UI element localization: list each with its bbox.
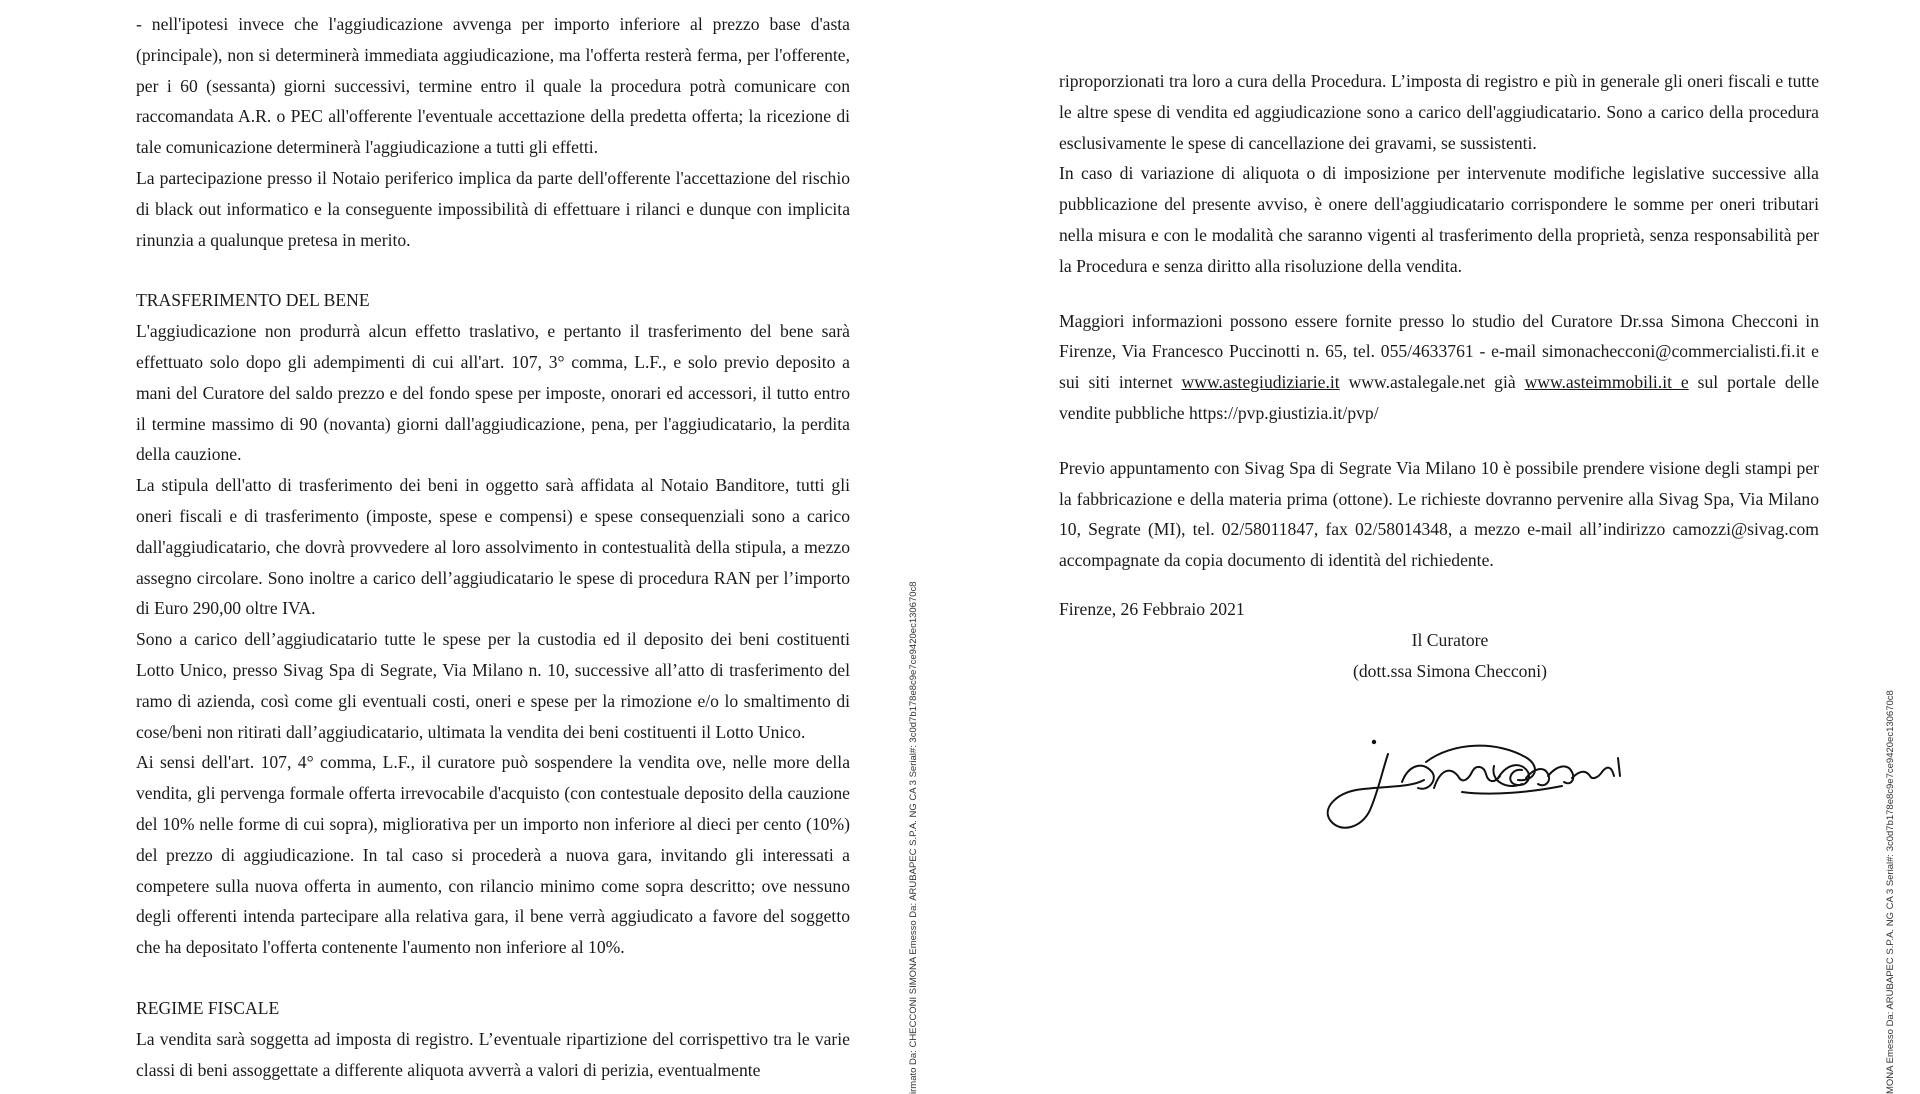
paragraph-tax-charges: riproporzionati tra loro a cura della Procedura. L’imposta di registro e più in generale gli oneri fiscali e tutte le altre spese di vendita ed aggiudicazione sono a carico dell'aggiudicatario. Sono a carico della procedura esclusivamente le spese di cancellazione dei gravami, se sussistenti. <box>1059 71 1819 153</box>
link-asteimmobili[interactable]: www.asteimmobili.it e <box>1524 372 1689 393</box>
date-line: Firenze, 26 Febbraio 2021 <box>1059 598 1245 619</box>
paragraph-registration-tax: La vendita sarà soggetta ad imposta di registro. L’eventuale ripartizione del corrispettivo tra le varie classi di beni assoggettate a differente aliquota avverrà a valori di perizia, eventualmente <box>136 1028 850 1080</box>
right-column <box>1059 66 1819 686</box>
left-column <box>136 9 850 1085</box>
heading-transfer: TRASFERIMENTO DEL BENE <box>136 290 370 311</box>
digital-signature-stamp-right: MONA Emesso Da: ARUBAPEC S.P.A. NG CA 3 Serial#: 3c0d7b178e8c9e7ce9420ec130670c8 <box>1885 690 1896 1094</box>
paragraph-more-info <box>1059 306 1819 429</box>
link-astegiudiziarie[interactable]: www.astegiudiziarie.it <box>1181 372 1340 393</box>
paragraph-notary-deed: La stipula dell'atto di trasferimento dei beni in oggetto sarà affidata al Notaio Banditore, tutti gli oneri fiscali e di trasferimento (imposte, spese e compensi) e spese consequenziali sono a carico dall'aggiudicatario, che dovrà provvedere al loro assolvimento in contestualità della stipula, a mezzo assegno circolare. Sono inoltre a carico dell’aggiudicatario le spese di procedura RAN per l’importo di Euro 290,00 oltre IVA. <box>136 475 850 619</box>
portal-url: https://pvp.giustizia.it/pvp/ <box>1188 402 1379 423</box>
digital-signature-stamp-left: irmato Da: CHECCONI SIMONA Emesso Da: ARUBAPEC S.P.A. NG CA 3 Serial#: 3c0d7b178e8c9e7ce9420ec130670c8 <box>908 581 919 1094</box>
paragraph-transfer-effects: L'aggiudicazione non produrrà alcun effetto traslativo, e pertanto il trasferimento del bene sarà effettuato solo dopo gli adempimenti di cui all'art. 107, 3° comma, L.F., e solo previo deposito a mani del Curatore del saldo prezzo e del fondo spese per imposte, onorari ed accessori, il tutto entro il termine massimo di 90 (novanta) giorni dall'aggiudicazione, pena, per l'aggiudicatario, la perdita della cauzione. <box>136 321 850 465</box>
paragraph-rate-variation: In caso di variazione di aliquota o di imposizione per intervenute modifiche legislative successive alla pubblicazione del presente avviso, è onere dell'aggiudicatario corrispondere le somme per oneri tributari nella misura e con le modalità che saranno vigenti al trasferimento della proprietà, senza responsabilità per la Procedura e senza diritto alla risoluzione della vendita. <box>1059 163 1819 276</box>
paragraph-visit-molds: Previo appuntamento con Sivag Spa di Segrate Via Milano 10 è possibile prendere visione degli stampi per la fabbricazione e della materia prima (ottone). Le richieste dovranno pervenire alla Sivag Spa, Via Milano 10, Segrate (MI), tel. 02/58011847, fax 02/58014348, a mezzo e-mail all’indirizzo camozzi@sivag.com accompagnate da copia documento di identità del richiedente. <box>1059 457 1819 571</box>
paragraph-offer-below-base: - nell'ipotesi invece che l'aggiudicazione avvenga per importo inferiore al prezzo base d'asta (principale), non si determinerà immediata aggiudicazione, ma l'offerta resterà ferma, per l'offerente, per i 60 (sessanta) giorni successivi, termine entro il quale la procedura potrà comunicare con raccomandata A.R. o PEC all'offerente l'eventuale accettazione della predetta offerta; la ricezione di tale comunicazione determinerà l'aggiudicazione a tutti gli effetti. <box>136 14 850 158</box>
signer-role: Il Curatore <box>1411 629 1489 650</box>
paragraph-custody-costs: Sono a carico dell’aggiudicatario tutte le spese per la custodia ed il deposito dei beni costituenti Lotto Unico, presso Sivag Spa di Segrate, Via Milano n. 10, successive all’atto di trasferimento del ramo di azienda, così come gli eventuali costi, oneri e spese per la rimozione e/o lo smaltimento di cose/beni non ritirati dall’aggiudicatario, ultimata la vendita dei beni costituenti il Lotto Unico. <box>136 629 850 742</box>
site-astalegale: www.astalegale.net <box>1348 372 1486 393</box>
paragraph-suspension: Ai sensi dell'art. 107, 4° comma, L.F., il curatore può sospendere la vendita ove, nelle more della vendita, gli pervenga formale offerta irrevocabile d'acquisto (con contestuale deposito della cauzione del 10% nelle forme di cui sopra), migliorativa per un importo non inferiore al dieci per cento (10%) del prezzo di aggiudicazione. In tal caso si procederà a nuova gara, invitando gli interessati a competere sulla nuova offerta in aumento, con rilancio minimo come sopra descritto; ove nessuno degli offerenti intenda partecipare alla relativa gara, il bene verrà aggiudicato a favore del soggetto che ha depositato l'offerta contenente l'aumento non inferiore al 10%. <box>136 752 850 958</box>
portal-text: sul portale delle vendite pubbliche <box>1059 372 1820 423</box>
heading-tax-regime: REGIME FISCALE <box>136 997 280 1018</box>
paragraph-blackout-risk: La partecipazione presso il Notaio periferico implica da parte dell'offerente l'accettazione del rischio di black out informatico e la conseguente impossibilità di effettuare i rilanci e dunque con implicita rinunzia a qualunque pretesa in merito. <box>136 167 850 250</box>
gia-text: già <box>1494 372 1516 393</box>
handwritten-signature <box>1322 732 1652 842</box>
signer-name: (dott.ssa Simona Checconi) <box>1353 660 1547 681</box>
info-intro-text: Maggiori informazioni possono essere fornite presso lo studio del Curatore Dr.ssa Simona Checconi in Firenze, Via Francesco Puccinotti n. 65, tel. 055/4633761 - e-mail simonachecconi@commercialisti.fi.it e sui siti internet <box>1059 310 1819 393</box>
